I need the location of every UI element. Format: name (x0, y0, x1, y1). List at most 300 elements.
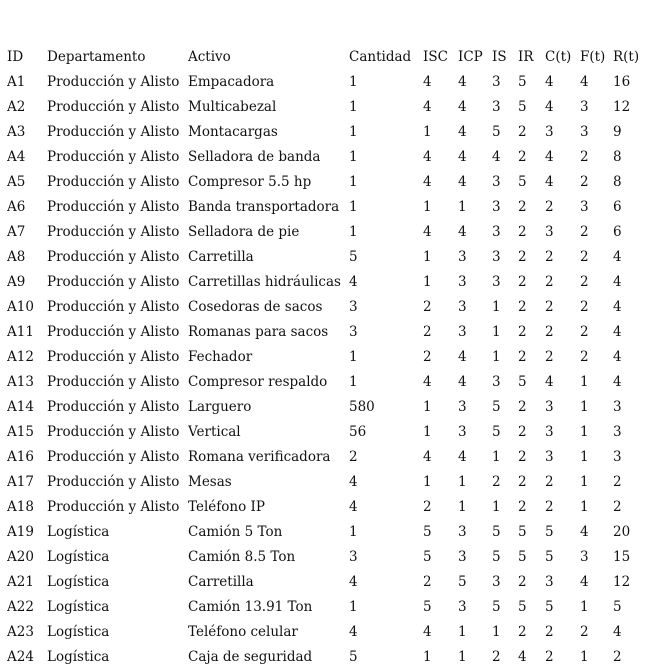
table-row (7, 494, 647, 519)
cell-ir: 2 (518, 573, 527, 590)
cell-departamento: Logística (47, 623, 110, 640)
cell-cantidad: 5 (349, 648, 358, 665)
cell-ct: 4 (545, 98, 554, 115)
cell-ft: 1 (580, 448, 589, 465)
cell-cantidad: 1 (349, 598, 358, 615)
table-row (7, 544, 647, 569)
cell-ft: 2 (580, 323, 589, 340)
cell-cantidad: 2 (349, 448, 358, 465)
cell-departamento: Producción y Alisto (47, 273, 180, 290)
cell-departamento: Producción y Alisto (47, 173, 180, 190)
cell-isc: 4 (423, 148, 432, 165)
cell-departamento: Producción y Alisto (47, 73, 180, 90)
cell-departamento: Logística (47, 523, 110, 540)
cell-ct: 3 (545, 223, 554, 240)
cell-is: 1 (492, 623, 501, 640)
cell-isc: 2 (423, 348, 432, 365)
cell-rt: 16 (613, 73, 631, 90)
cell-is: 3 (492, 98, 501, 115)
cell-isc: 4 (423, 373, 432, 390)
cell-departamento: Logística (47, 548, 110, 565)
cell-is: 5 (492, 398, 501, 415)
cell-isc: 4 (423, 448, 432, 465)
cell-id: A16 (7, 448, 34, 465)
cell-isc: 2 (423, 298, 432, 315)
cell-ct: 3 (545, 423, 554, 440)
cell-id: A18 (7, 498, 34, 515)
cell-ir: 2 (518, 198, 527, 215)
cell-activo: Caja de seguridad (188, 648, 313, 665)
table-row (7, 294, 647, 319)
cell-ft: 1 (580, 648, 589, 665)
cell-ct: 4 (545, 148, 554, 165)
table-row (7, 169, 647, 194)
cell-ft: 3 (580, 98, 589, 115)
column-header-id: ID (7, 48, 24, 65)
cell-ir: 2 (518, 323, 527, 340)
cell-is: 1 (492, 498, 501, 515)
table-row (7, 119, 647, 144)
table-row (7, 394, 647, 419)
cell-ft: 2 (580, 173, 589, 190)
table-row (7, 344, 647, 369)
cell-rt: 8 (613, 173, 622, 190)
cell-cantidad: 1 (349, 348, 358, 365)
cell-activo: Carretilla (188, 573, 254, 590)
cell-departamento: Producción y Alisto (47, 198, 180, 215)
cell-ct: 2 (545, 198, 554, 215)
cell-rt: 15 (613, 548, 631, 565)
cell-rt: 6 (613, 223, 622, 240)
cell-isc: 1 (423, 648, 432, 665)
cell-rt: 2 (613, 498, 622, 515)
cell-ft: 2 (580, 348, 589, 365)
cell-cantidad: 1 (349, 148, 358, 165)
table-row (7, 369, 647, 394)
table-row (7, 69, 647, 94)
cell-activo: Vertical (188, 423, 241, 440)
cell-activo: Cosedoras de sacos (188, 298, 323, 315)
cell-id: A2 (7, 98, 26, 115)
table-row (7, 269, 647, 294)
cell-icp: 4 (458, 348, 467, 365)
cell-is: 1 (492, 348, 501, 365)
cell-activo: Selladora de banda (188, 148, 321, 165)
cell-id: A8 (7, 248, 26, 265)
cell-departamento: Producción y Alisto (47, 448, 180, 465)
cell-icp: 3 (458, 548, 467, 565)
cell-isc: 1 (423, 273, 432, 290)
cell-isc: 4 (423, 223, 432, 240)
cell-ct: 2 (545, 273, 554, 290)
cell-icp: 1 (458, 473, 467, 490)
cell-isc: 5 (423, 598, 432, 615)
cell-ir: 4 (518, 648, 527, 665)
cell-ct: 2 (545, 323, 554, 340)
cell-isc: 4 (423, 73, 432, 90)
cell-ct: 5 (545, 523, 554, 540)
cell-is: 3 (492, 373, 501, 390)
cell-icp: 3 (458, 273, 467, 290)
cell-ft: 2 (580, 623, 589, 640)
cell-ft: 4 (580, 573, 589, 590)
cell-ct: 2 (545, 498, 554, 515)
cell-ir: 5 (518, 548, 527, 565)
cell-ct: 4 (545, 373, 554, 390)
cell-icp: 5 (458, 573, 467, 590)
cell-ct: 3 (545, 123, 554, 140)
cell-id: A19 (7, 523, 34, 540)
cell-icp: 3 (458, 523, 467, 540)
cell-rt: 6 (613, 198, 622, 215)
cell-ir: 5 (518, 373, 527, 390)
cell-ct: 2 (545, 248, 554, 265)
cell-rt: 4 (613, 298, 622, 315)
cell-id: A21 (7, 573, 34, 590)
cell-is: 5 (492, 548, 501, 565)
cell-isc: 4 (423, 98, 432, 115)
cell-id: A13 (7, 373, 34, 390)
cell-rt: 4 (613, 248, 622, 265)
cell-ft: 3 (580, 123, 589, 140)
cell-cantidad: 580 (349, 398, 375, 415)
cell-ir: 2 (518, 298, 527, 315)
cell-ir: 5 (518, 598, 527, 615)
cell-activo: Multicabezal (188, 98, 277, 115)
column-header-cantidad: Cantidad (349, 48, 412, 65)
cell-is: 3 (492, 573, 501, 590)
cell-id: A12 (7, 348, 34, 365)
cell-departamento: Producción y Alisto (47, 123, 180, 140)
cell-rt: 4 (613, 273, 622, 290)
cell-id: A17 (7, 473, 34, 490)
cell-is: 3 (492, 273, 501, 290)
cell-isc: 2 (423, 498, 432, 515)
cell-cantidad: 1 (349, 98, 358, 115)
cell-activo: Camión 5 Ton (188, 523, 283, 540)
cell-activo: Fechador (188, 348, 253, 365)
cell-icp: 3 (458, 298, 467, 315)
cell-icp: 4 (458, 98, 467, 115)
cell-ct: 5 (545, 598, 554, 615)
cell-ir: 2 (518, 448, 527, 465)
cell-ct: 2 (545, 648, 554, 665)
table-row (7, 644, 647, 669)
cell-id: A24 (7, 648, 34, 665)
cell-rt: 12 (613, 573, 631, 590)
cell-rt: 4 (613, 373, 622, 390)
table-row (7, 569, 647, 594)
cell-ct: 4 (545, 173, 554, 190)
cell-rt: 4 (613, 623, 622, 640)
cell-cantidad: 56 (349, 423, 367, 440)
cell-activo: Mesas (188, 473, 232, 490)
cell-activo: Carretilla (188, 248, 254, 265)
cell-activo: Compresor respaldo (188, 373, 328, 390)
cell-ft: 4 (580, 523, 589, 540)
cell-cantidad: 5 (349, 248, 358, 265)
cell-icp: 4 (458, 73, 467, 90)
cell-cantidad: 3 (349, 548, 358, 565)
column-header-ir: IR (518, 48, 534, 65)
table-row (7, 94, 647, 119)
cell-departamento: Producción y Alisto (47, 498, 180, 515)
cell-activo: Carretillas hidráulicas (188, 273, 341, 290)
cell-rt: 8 (613, 148, 622, 165)
cell-departamento: Producción y Alisto (47, 373, 180, 390)
cell-activo: Empacadora (188, 73, 275, 90)
cell-ir: 2 (518, 223, 527, 240)
cell-isc: 1 (423, 198, 432, 215)
cell-is: 3 (492, 73, 501, 90)
column-header-rt: R(t) (613, 48, 640, 65)
cell-cantidad: 4 (349, 473, 358, 490)
cell-departamento: Producción y Alisto (47, 98, 180, 115)
cell-cantidad: 1 (349, 73, 358, 90)
cell-departamento: Producción y Alisto (47, 223, 180, 240)
cell-departamento: Producción y Alisto (47, 398, 180, 415)
table-row (7, 419, 647, 444)
cell-id: A4 (7, 148, 26, 165)
cell-activo: Compresor 5.5 hp (188, 173, 312, 190)
cell-ft: 2 (580, 298, 589, 315)
cell-icp: 3 (458, 423, 467, 440)
cell-isc: 1 (423, 473, 432, 490)
column-header-departamento: Departamento (47, 48, 146, 65)
cell-activo: Camión 13.91 Ton (188, 598, 313, 615)
cell-rt: 3 (613, 398, 622, 415)
cell-isc: 1 (423, 398, 432, 415)
cell-rt: 3 (613, 448, 622, 465)
cell-ir: 2 (518, 423, 527, 440)
cell-ir: 5 (518, 98, 527, 115)
cell-departamento: Logística (47, 648, 110, 665)
cell-activo: Romana verificadora (188, 448, 331, 465)
cell-cantidad: 1 (349, 123, 358, 140)
cell-ft: 2 (580, 148, 589, 165)
cell-icp: 4 (458, 173, 467, 190)
cell-id: A15 (7, 423, 34, 440)
cell-ct: 5 (545, 548, 554, 565)
cell-is: 3 (492, 173, 501, 190)
cell-ft: 2 (580, 248, 589, 265)
cell-departamento: Producción y Alisto (47, 323, 180, 340)
cell-cantidad: 4 (349, 498, 358, 515)
cell-ct: 4 (545, 73, 554, 90)
cell-rt: 2 (613, 473, 622, 490)
cell-rt: 5 (613, 598, 622, 615)
column-header-icp: ICP (458, 48, 483, 65)
cell-icp: 4 (458, 123, 467, 140)
table-row (7, 219, 647, 244)
cell-rt: 2 (613, 648, 622, 665)
cell-rt: 20 (613, 523, 631, 540)
cell-is: 5 (492, 123, 501, 140)
column-header-is: IS (492, 48, 507, 65)
cell-activo: Teléfono IP (188, 498, 265, 515)
cell-ft: 3 (580, 198, 589, 215)
cell-ir: 2 (518, 398, 527, 415)
table-row (7, 594, 647, 619)
cell-ir: 2 (518, 273, 527, 290)
cell-id: A11 (7, 323, 34, 340)
cell-isc: 4 (423, 623, 432, 640)
table-row (7, 444, 647, 469)
cell-is: 4 (492, 148, 501, 165)
cell-rt: 9 (613, 123, 622, 140)
cell-isc: 5 (423, 523, 432, 540)
cell-is: 5 (492, 423, 501, 440)
cell-ft: 1 (580, 598, 589, 615)
cell-id: A5 (7, 173, 26, 190)
cell-id: A10 (7, 298, 34, 315)
column-header-ft: F(t) (580, 48, 606, 65)
cell-icp: 4 (458, 223, 467, 240)
cell-is: 2 (492, 648, 501, 665)
cell-id: A20 (7, 548, 34, 565)
cell-ct: 3 (545, 448, 554, 465)
cell-ft: 4 (580, 73, 589, 90)
cell-is: 1 (492, 448, 501, 465)
cell-is: 1 (492, 323, 501, 340)
column-header-ct: C(t) (545, 48, 572, 65)
cell-cantidad: 4 (349, 623, 358, 640)
cell-cantidad: 4 (349, 573, 358, 590)
cell-activo: Montacargas (188, 123, 278, 140)
cell-icp: 3 (458, 398, 467, 415)
cell-activo: Romanas para sacos (188, 323, 329, 340)
assets-table (7, 44, 647, 669)
cell-icp: 1 (458, 198, 467, 215)
cell-ct: 2 (545, 348, 554, 365)
cell-isc: 2 (423, 323, 432, 340)
cell-cantidad: 1 (349, 223, 358, 240)
cell-cantidad: 3 (349, 323, 358, 340)
cell-is: 5 (492, 523, 501, 540)
cell-icp: 4 (458, 148, 467, 165)
cell-id: A23 (7, 623, 34, 640)
cell-ir: 5 (518, 523, 527, 540)
cell-departamento: Producción y Alisto (47, 298, 180, 315)
cell-ft: 1 (580, 423, 589, 440)
cell-is: 2 (492, 473, 501, 490)
cell-activo: Banda transportadora (188, 198, 340, 215)
table-row (7, 194, 647, 219)
table-body (7, 69, 647, 669)
table-row (7, 619, 647, 644)
cell-rt: 12 (613, 98, 631, 115)
cell-rt: 4 (613, 348, 622, 365)
cell-is: 3 (492, 198, 501, 215)
cell-isc: 1 (423, 123, 432, 140)
cell-cantidad: 4 (349, 273, 358, 290)
cell-ft: 1 (580, 498, 589, 515)
table-row (7, 319, 647, 344)
cell-ft: 3 (580, 548, 589, 565)
cell-id: A14 (7, 398, 34, 415)
cell-icp: 4 (458, 448, 467, 465)
cell-ft: 2 (580, 273, 589, 290)
cell-activo: Selladora de pie (188, 223, 300, 240)
cell-isc: 5 (423, 548, 432, 565)
cell-departamento: Logística (47, 573, 110, 590)
table-row (7, 519, 647, 544)
cell-id: A22 (7, 598, 34, 615)
cell-departamento: Producción y Alisto (47, 148, 180, 165)
cell-departamento: Producción y Alisto (47, 248, 180, 265)
cell-ct: 2 (545, 473, 554, 490)
cell-icp: 4 (458, 373, 467, 390)
cell-icp: 3 (458, 323, 467, 340)
cell-is: 3 (492, 223, 501, 240)
cell-isc: 4 (423, 173, 432, 190)
cell-id: A6 (7, 198, 26, 215)
table-row (7, 244, 647, 269)
cell-ir: 5 (518, 73, 527, 90)
cell-departamento: Producción y Alisto (47, 423, 180, 440)
cell-ft: 1 (580, 473, 589, 490)
cell-ct: 2 (545, 623, 554, 640)
cell-id: A9 (7, 273, 26, 290)
cell-id: A1 (7, 73, 26, 90)
cell-ct: 3 (545, 573, 554, 590)
cell-ir: 2 (518, 248, 527, 265)
cell-icp: 3 (458, 598, 467, 615)
table-header-row (7, 44, 647, 69)
cell-is: 5 (492, 598, 501, 615)
cell-cantidad: 1 (349, 523, 358, 540)
cell-rt: 4 (613, 323, 622, 340)
cell-icp: 1 (458, 623, 467, 640)
cell-isc: 2 (423, 573, 432, 590)
cell-id: A3 (7, 123, 26, 140)
cell-is: 3 (492, 248, 501, 265)
cell-cantidad: 1 (349, 173, 358, 190)
cell-activo: Teléfono celular (188, 623, 298, 640)
cell-ft: 2 (580, 223, 589, 240)
cell-ir: 2 (518, 348, 527, 365)
cell-is: 1 (492, 298, 501, 315)
column-header-isc: ISC (423, 48, 448, 65)
column-header-activo: Activo (188, 48, 231, 65)
cell-ir: 2 (518, 473, 527, 490)
table-row (7, 469, 647, 494)
cell-ct: 3 (545, 398, 554, 415)
cell-ir: 2 (518, 148, 527, 165)
cell-ir: 2 (518, 498, 527, 515)
cell-ft: 1 (580, 373, 589, 390)
cell-cantidad: 1 (349, 373, 358, 390)
cell-cantidad: 1 (349, 198, 358, 215)
cell-departamento: Logística (47, 598, 110, 615)
cell-ir: 5 (518, 173, 527, 190)
cell-rt: 3 (613, 423, 622, 440)
cell-ct: 2 (545, 298, 554, 315)
cell-id: A7 (7, 223, 26, 240)
cell-icp: 3 (458, 248, 467, 265)
cell-ir: 2 (518, 123, 527, 140)
cell-icp: 1 (458, 648, 467, 665)
cell-isc: 1 (423, 423, 432, 440)
cell-isc: 1 (423, 248, 432, 265)
cell-icp: 1 (458, 498, 467, 515)
cell-cantidad: 3 (349, 298, 358, 315)
cell-activo: Larguero (188, 398, 252, 415)
table-row (7, 144, 647, 169)
cell-activo: Camión 8.5 Ton (188, 548, 296, 565)
cell-departamento: Producción y Alisto (47, 473, 180, 490)
cell-departamento: Producción y Alisto (47, 348, 180, 365)
